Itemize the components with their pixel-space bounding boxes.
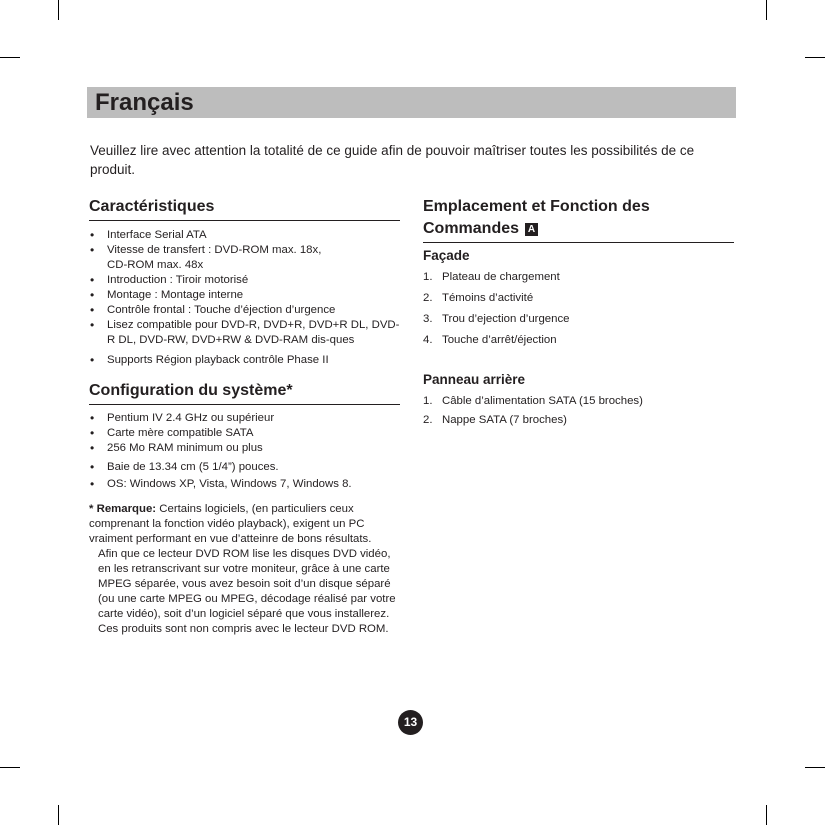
- list-item-continuation: CD-ROM max. 48x: [107, 259, 204, 271]
- page-title: Français: [95, 89, 194, 116]
- list-item: 2. Nappe SATA (7 broches): [423, 414, 567, 426]
- crop-mark: [805, 57, 825, 58]
- rear-list: [423, 394, 734, 432]
- list-item: • Contrôle frontal : Touche d’éjection d’urgence: [89, 303, 400, 318]
- crop-mark: [0, 57, 20, 58]
- remark-text: (ou une carte MPEG ou MPEG, décodage réalisé par votre carte vidéo), soit d’un logiciel séparé que vous installerez.: [98, 593, 396, 620]
- crop-mark: [766, 0, 767, 20]
- intro-text: Veuillez lire avec attention la totalité de ce guide afin de pouvoir maîtriser toutes les possibilités de ce produit.: [90, 143, 695, 177]
- rear-title: Panneau arrière: [423, 372, 526, 387]
- crop-mark: [58, 0, 59, 20]
- remark-text: Ces produits sont non compris avec le lecteur DVD ROM.: [98, 623, 389, 635]
- sysconfig-list: [89, 411, 400, 492]
- page-number: 13: [398, 710, 423, 735]
- remark-label: * Remarque:: [89, 503, 157, 515]
- crop-mark: [805, 767, 825, 768]
- sysconfig-title: Configuration du système*: [89, 380, 400, 405]
- list-item: • Carte mère compatible SATA: [89, 426, 400, 441]
- controls-title: Emplacement et Fonction des Commandes A: [423, 196, 734, 243]
- language-header: [87, 87, 736, 118]
- list-item: • Pentium IV 2.4 GHz ou supérieur: [89, 411, 400, 426]
- list-item: 1. Plateau de chargement: [423, 271, 560, 283]
- list-item: • Montage : Montage interne: [89, 288, 400, 303]
- features-list: [89, 228, 400, 368]
- crop-mark: [766, 805, 767, 825]
- list-item: • Vitesse de transfert : DVD-ROM max. 18x, CD-ROM max. 48x: [89, 243, 400, 273]
- remark-text: Certains logiciels, (en particuliers ceux comprenant la fonction vidéo playback), exigent un PC vraiment performant en vue d’atteinre de bons résultats.: [89, 503, 372, 545]
- crop-mark: [0, 767, 20, 768]
- right-column: [423, 196, 734, 432]
- remark-note: [89, 502, 400, 637]
- list-item: 2. Témoins d’activité: [423, 292, 534, 304]
- crop-mark: [58, 805, 59, 825]
- left-column: [89, 196, 400, 637]
- list-item: • Lisez compatible pour DVD-R, DVD+R, DVD+R DL, DVD-R DL, DVD-RW, DVD+RW & DVD-RAM dis-ques: [89, 318, 400, 348]
- figure-a-badge: A: [525, 223, 538, 236]
- list-item: 3. Trou d’ejection d’urgence: [423, 313, 570, 325]
- list-item: • 256 Mo RAM minimum ou plus: [89, 441, 400, 456]
- list-item: 1. Câble d’alimentation SATA (15 broches): [423, 395, 643, 407]
- features-title: Caractéristiques: [89, 196, 400, 221]
- front-list: [423, 270, 734, 354]
- list-item: • Introduction : Tiroir motorisé: [89, 273, 400, 288]
- list-item: • Supports Région playback contrôle Phase II: [89, 353, 400, 368]
- list-item: 4. Touche d’arrêt/éjection: [423, 334, 557, 346]
- front-title: Façade: [423, 248, 470, 263]
- list-item: • Baie de 13.34 cm (5 1/4”) pouces.: [89, 460, 400, 475]
- remark-text: Afin que ce lecteur DVD ROM lise les disques DVD vidéo, en les retranscrivant sur votre moniteur, grâce à une carte MPEG séparée, vous avez besoin soit d’un disque séparé: [98, 548, 391, 590]
- list-item: • Interface Serial ATA: [89, 228, 400, 243]
- list-item: • OS: Windows XP, Vista, Windows 7, Windows 8.: [89, 477, 400, 492]
